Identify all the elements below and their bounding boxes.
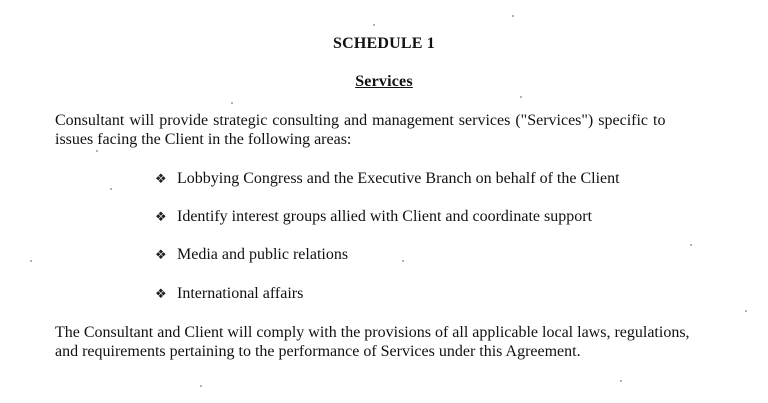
scan-speck [110,188,112,190]
scan-speck [690,244,692,246]
intro-line-2: issues facing the Client in the following areas: [55,131,352,148]
closing-paragraph [55,323,735,361]
scan-speck [745,310,747,312]
scan-speck [96,150,98,152]
intro-paragraph [55,111,715,149]
scan-speck [231,102,233,104]
closing-line-1: The Consultant and Client will comply with the provisions of all applicable local laws, regulations, [55,324,690,341]
diamond-bullet-icon: ❖ [155,209,167,224]
scan-speck [200,385,202,387]
bullet-text: Identify interest groups allied with Client and coordinate support [177,208,593,225]
scan-speck [512,15,514,17]
diamond-bullet-icon: ❖ [155,247,167,262]
diamond-bullet-icon: ❖ [155,286,167,301]
bullet-text: Media and public relations [177,246,349,263]
schedule-title: SCHEDULE 1 [332,35,436,52]
bullet-item [155,284,303,303]
diamond-bullet-icon: ❖ [155,171,167,186]
bullet-item [155,169,620,188]
closing-line-2: and requirements pertaining to the performance of Services under this Agreement. [55,343,581,360]
scan-speck [373,24,375,26]
scan-speck [402,260,404,262]
scan-speck [30,260,32,262]
bullet-text: Lobbying Congress and the Executive Branch on behalf of the Client [177,170,620,187]
scan-speck [620,380,622,382]
intro-line-1: Consultant will provide strategic consulting and management services ("Services") specific to [55,112,666,129]
bullet-item [155,245,348,264]
bullet-text: International affairs [177,285,304,302]
bullet-item [155,207,592,226]
section-heading-services: Services [355,73,413,90]
scan-speck [520,96,522,98]
